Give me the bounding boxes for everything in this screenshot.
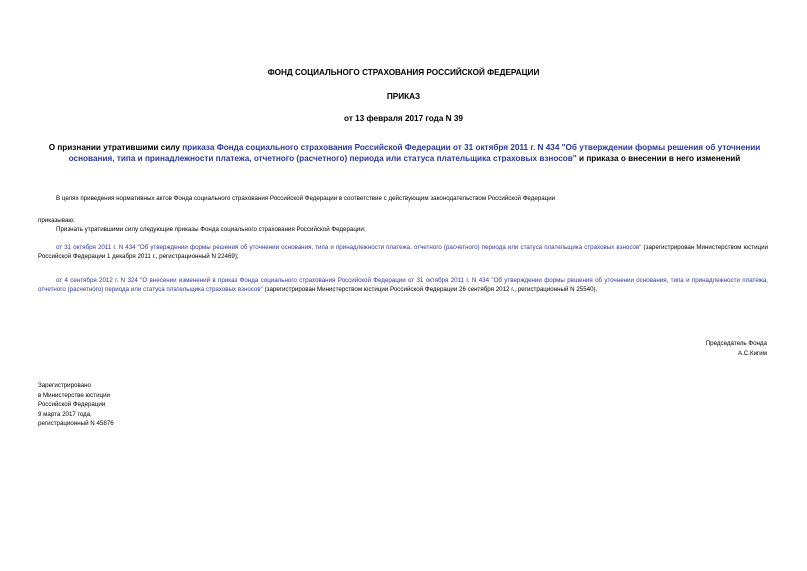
signer-position: Председатель Фонда [705, 340, 767, 347]
order-434-registration: (зарегистрирован Министерством юстиции Российской Федерации 1 декабря 2011 г., регистрационный N 22469); [38, 244, 769, 261]
registration-block [38, 381, 238, 429]
signer-name: А.С.Кигим [737, 349, 767, 357]
preamble-paragraph: В целях приведения нормативных актов Фонда социального страхования Российской Федерации в соответствие с действующим законодательством Российской Федерации [56, 195, 556, 202]
order-324-link[interactable]: от 4 сентября 2012 г. N 324 "О внесении изменений в приказ Фонда социального страхования Российской Федерации от 31 октября 2011 г. N 434 "Об утверждении формы решения об уточнении основания, типа и принадлежности платежа, отчетного (расчетного) периода или статуса плательщика страховых взносов" [38, 277, 768, 294]
registration-number: регистрационный N 45876 [38, 420, 114, 427]
title-link[interactable]: приказа Фонда социального страхования Российской Федерации от 31 октября 2011 г. N 434 "Об утверждении формы решения об уточнении основания, типа и принадлежности платежа, отчетного (расчетного) периода или статуса плательщика страховых взносов" [68, 143, 761, 163]
document-type: ПРИКАЗ [386, 92, 421, 101]
order-intro: Признать утратившими силу следующие приказы Фонда социального страхования Российской Федерации: [56, 226, 366, 233]
registration-line: в Министерстве юстиции [38, 391, 111, 399]
title-prefix: О признании утратившими силу [48, 143, 183, 152]
document-title [38, 142, 771, 164]
registration-line: Российской Федерации [38, 401, 106, 408]
order-word: приказываю: [38, 217, 75, 224]
registration-date: 9 марта 2017 года, [38, 410, 92, 418]
order-324-registration: (зарегистрирован Министерством юстиции Российской Федерации 26 сентября 2012 г., регистрационный N 25540). [262, 286, 598, 294]
signature-block [567, 339, 767, 358]
list-item-order-434 [38, 243, 768, 261]
document-date-number: от 13 февраля 2017 года N 39 [344, 114, 463, 123]
order-434-link[interactable]: от 31 октября 2011 г. N 434 "Об утверждении формы решения об уточнении основания, типа и принадлежности платежа, отчетного (расчетного) периода или статуса плательщика страховых взносов" [56, 244, 642, 251]
list-item-order-324 [38, 276, 768, 294]
organization-name: ФОНД СОЦИАЛЬНОГО СТРАХОВАНИЯ РОССИЙСКОЙ ФЕДЕРАЦИИ [267, 68, 540, 77]
registration-line: Зарегистрировано [38, 382, 91, 389]
title-suffix: и приказа о внесении в него изменений [576, 154, 741, 163]
